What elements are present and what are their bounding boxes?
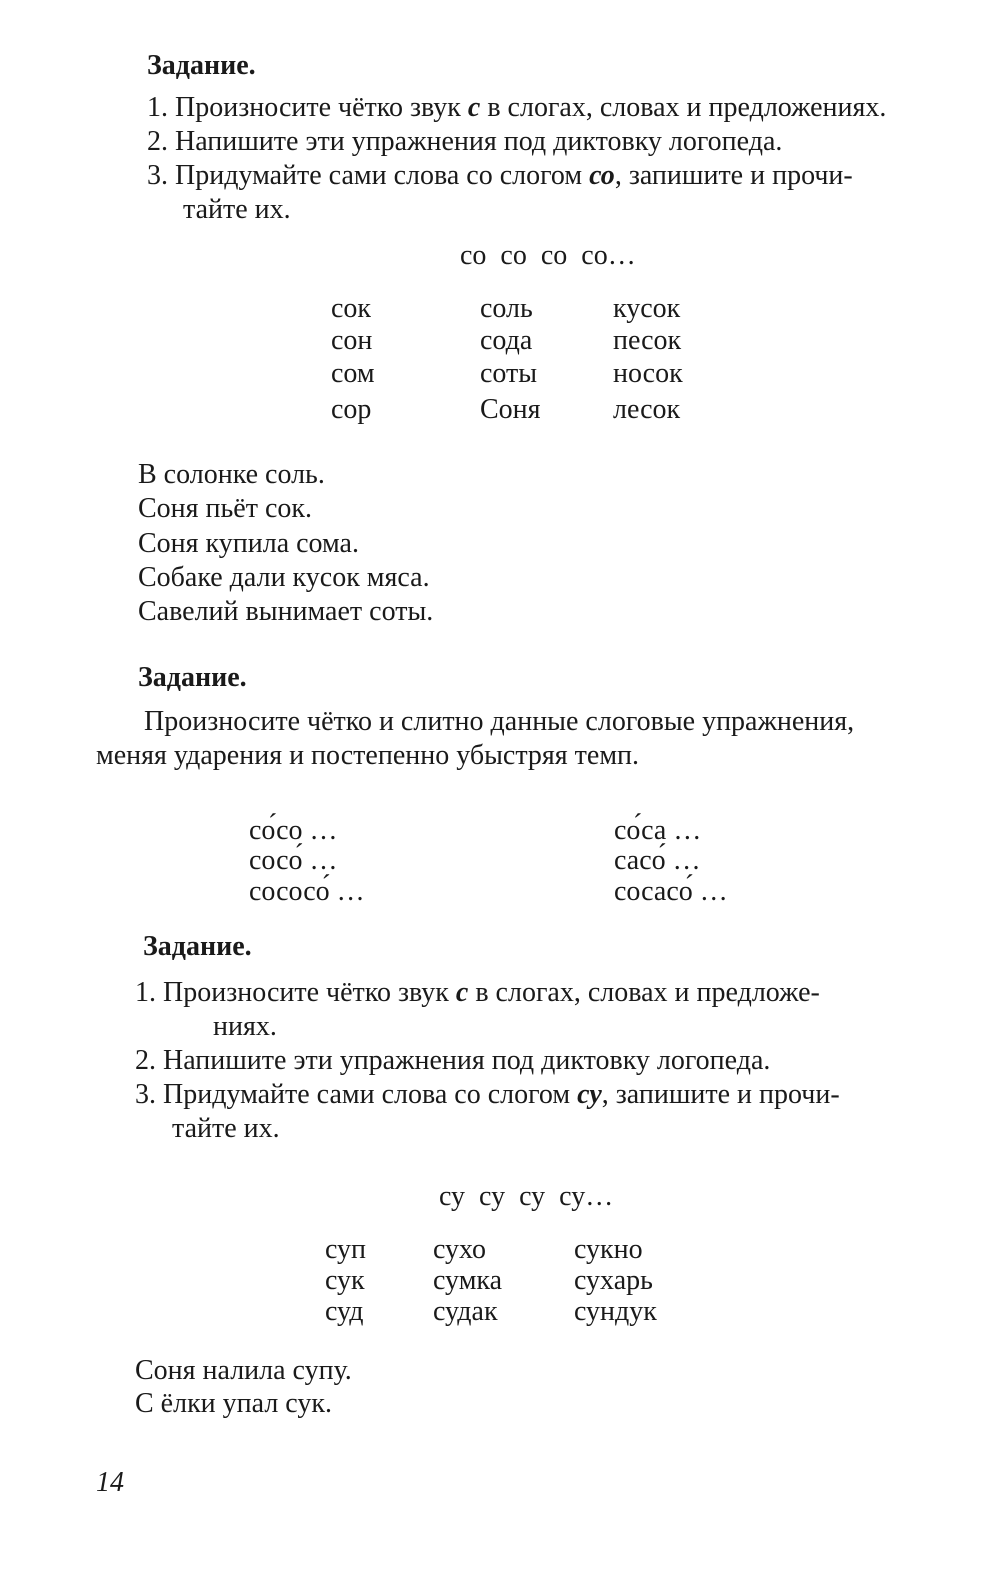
task-text: в слогах, словах и предложениях. bbox=[480, 92, 887, 123]
section-2-paragraph-line-1: Произносите чётко и слитно данные слоговые упражнения, bbox=[144, 706, 855, 737]
task-text: Произносите чётко звук bbox=[175, 92, 468, 123]
section-1-task-1 bbox=[147, 92, 886, 124]
sentence: Соня пьёт сок. bbox=[138, 493, 312, 524]
section-1-task-2 bbox=[147, 126, 782, 158]
word-grid-1-cell: соты bbox=[480, 358, 538, 389]
word-grid-1-cell: Соня bbox=[480, 394, 541, 425]
word-grid-1-cell: сом bbox=[331, 358, 375, 389]
word-grid-1-cell: кусок bbox=[613, 293, 681, 324]
word-grid-2-cell: сухарь bbox=[574, 1265, 653, 1296]
section-3-task-1 bbox=[135, 977, 820, 1009]
word-grid-1-cell: лесок bbox=[613, 394, 681, 425]
task-text: в слогах, словах и предложе- bbox=[468, 977, 820, 1008]
task-number: 1. bbox=[147, 92, 168, 123]
sentence: Соня налила супу. bbox=[135, 1355, 352, 1386]
word-grid-1-cell: сок bbox=[331, 293, 372, 324]
task-text: Напишите эти упражнения под диктовку логопеда. bbox=[175, 126, 783, 157]
drill-left-item: сососо́ … bbox=[249, 876, 365, 907]
section-3-task-2 bbox=[135, 1045, 770, 1077]
word-grid-2-cell: суд bbox=[325, 1296, 364, 1327]
key-sound: с bbox=[467, 92, 481, 123]
word-grid-2-cell: сумка bbox=[433, 1265, 503, 1296]
word-grid-2-cell: суп bbox=[325, 1234, 367, 1265]
page-number: 14 bbox=[96, 1467, 124, 1498]
task-number: 2. bbox=[147, 126, 168, 157]
section-3-syllables: су су су су… bbox=[439, 1181, 614, 1212]
key-syllable: со bbox=[589, 160, 615, 191]
task-number: 1. bbox=[135, 977, 156, 1008]
word-grid-2-cell: сухо bbox=[433, 1234, 486, 1265]
section-2-heading: Задание. bbox=[138, 662, 247, 693]
drill-left-item: сосо́ … bbox=[249, 845, 338, 876]
word-grid-2-cell: сукно bbox=[574, 1234, 643, 1265]
section-1-syllables: со со со со… bbox=[460, 240, 636, 271]
sentence: Собаке дали кусок мяса. bbox=[138, 562, 430, 593]
section-1-heading: Задание. bbox=[147, 50, 256, 81]
word-grid-1-cell: сон bbox=[331, 325, 373, 356]
drill-right-item: со́са … bbox=[614, 815, 702, 846]
task-text: Придумайте сами слова со слогом bbox=[175, 160, 590, 191]
sentence: Соня купила сома. bbox=[138, 528, 359, 559]
section-3-task-1-cont: ниях. bbox=[213, 1011, 277, 1042]
sentence: В солонке соль. bbox=[138, 459, 325, 490]
task-number: 2. bbox=[135, 1045, 156, 1076]
word-grid-1-cell: песок bbox=[613, 325, 682, 356]
sentence: С ёлки упал сук. bbox=[135, 1388, 332, 1419]
task-text: Придумайте сами слова со слогом bbox=[163, 1079, 578, 1110]
word-grid-1-cell: сор bbox=[331, 394, 372, 425]
key-sound: с bbox=[455, 977, 469, 1008]
word-grid-1-cell: соль bbox=[480, 293, 533, 324]
task-text: Произносите чётко звук bbox=[163, 977, 456, 1008]
section-2-paragraph-line-2: меняя ударения и постепенно убыстряя темп. bbox=[96, 740, 640, 771]
key-syllable: су bbox=[577, 1079, 602, 1110]
section-3-heading: Задание. bbox=[143, 931, 252, 962]
word-grid-1-cell: сода bbox=[480, 325, 533, 356]
section-3-task-3 bbox=[135, 1079, 840, 1111]
task-number: 3. bbox=[135, 1079, 156, 1110]
task-text: , запишите и прочи- bbox=[601, 1079, 840, 1110]
word-grid-2-cell: судак bbox=[433, 1296, 498, 1327]
sentence: Савелий вынимает соты. bbox=[138, 596, 434, 627]
drill-right-item: сосасо́ … bbox=[614, 876, 728, 907]
word-grid-2-cell: сундук bbox=[574, 1296, 657, 1327]
section-3-task-3-cont: тайте их. bbox=[172, 1113, 280, 1144]
drill-left-item: со́со … bbox=[249, 815, 338, 846]
section-1-task-3-cont: тайте их. bbox=[183, 194, 291, 225]
word-grid-1-cell: носок bbox=[613, 358, 683, 389]
task-number: 3. bbox=[147, 160, 168, 191]
section-1-task-3 bbox=[147, 160, 853, 192]
task-text: Напишите эти упражнения под диктовку логопеда. bbox=[163, 1045, 771, 1076]
drill-right-item: сасо́ … bbox=[614, 845, 701, 876]
word-grid-2-cell: сук bbox=[325, 1265, 365, 1296]
task-text: , запишите и прочи- bbox=[614, 160, 853, 191]
